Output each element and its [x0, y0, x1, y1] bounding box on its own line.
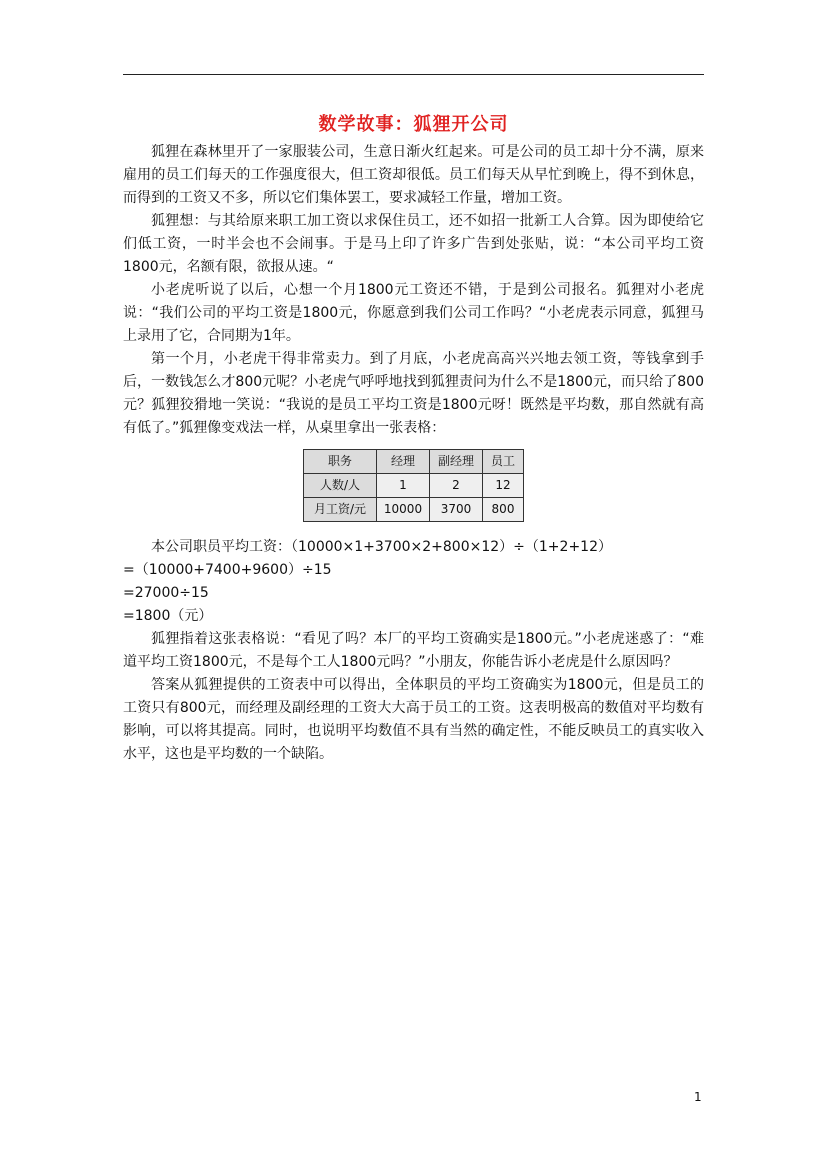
table-cell: 12 — [483, 474, 524, 498]
table-row-label: 月工资/元 — [304, 498, 377, 522]
table-header-cell: 员工 — [483, 450, 524, 474]
paragraph-4: 第一个月，小老虎干得非常卖力。到了月底，小老虎高高兴兴地去领工资，等钱拿到手后，一数钱怎么才800元呢？小老虎气呼呼地找到狐狸责问为什么不是1800元，而只给了800元？狐狸狡猾地一笑说：“我说的是员工平均工资是1800元呀！既然是平均数，那自然就有高有低了。”狐狸像变戏法一样，从桌里拿出一张表格： — [123, 351, 704, 436]
table-cell: 1 — [377, 474, 430, 498]
paragraph-6: 答案从狐狸提供的工资表中可以得出，全体职员的平均工资确实为1800元，但是员工的工资只有800元，而经理及副经理的工资大大高于员工的工资。这表明极高的数值对平均数有影响，可以将其提高。同时，也说明平均数值不具有当然的确定性，不能反映员工的真实收入水平，这也是平均数的一个缺陷。 — [123, 677, 704, 762]
table-cell: 800 — [483, 498, 524, 522]
calculation-line: =（10000+7400+9600）÷15 — [123, 562, 332, 578]
table-cell: 10000 — [377, 498, 430, 522]
paragraph-3: 小老虎听说了以后，心想一个月1800元工资还不错，于是到公司报名。狐狸对小老虎说：“我们公司的平均工资是1800元，你愿意到我们公司工作吗？“小老虎表示同意，狐狸马上录用了它，合同期为1年。 — [123, 282, 704, 344]
page-title: 数学故事：狐狸开公司 — [318, 114, 509, 135]
table-row — [304, 474, 524, 498]
paragraph-2: 狐狸想：与其给原来职工加工资以求保住员工，还不如招一批新工人合算。因为即使给它们低工资，一时半会也不会闹事。于是马上印了许多广告到处张贴，说：“本公司平均工资1800元，名额有限，欲报从速。“ — [123, 213, 704, 275]
table-header-cell: 经理 — [377, 450, 430, 474]
header-rule — [123, 74, 704, 75]
table-row-label: 人数/人 — [304, 474, 377, 498]
calculation-line: =27000÷15 — [123, 585, 209, 601]
page-number: 1 — [694, 1090, 702, 1104]
table-header-cell: 职务 — [304, 450, 377, 474]
article-body — [123, 141, 704, 766]
table-header-row — [304, 450, 524, 474]
calculation-line: =1800（元） — [123, 608, 213, 624]
paragraph-5: 狐狸指着这张表格说：“看见了吗？本厂的平均工资确实是1800元。”小老虎迷惑了：“难道平均工资1800元，不是每个工人1800元吗？”小朋友，你能告诉小老虎是什么原因吗？ — [123, 631, 704, 670]
salary-table — [303, 449, 524, 522]
paragraph-1: 狐狸在森林里开了一家服装公司，生意日渐火红起来。可是公司的员工却十分不满，原来雇用的员工们每天的工作强度很大，但工资却很低。员工们每天从早忙到晚上，得不到休息，而得到的工资又不多，所以它们集体罢工，要求减轻工作量，增加工资。 — [123, 144, 704, 206]
table-header-cell: 副经理 — [430, 450, 483, 474]
calculation-block — [123, 536, 704, 628]
calculation-line: 本公司职员平均工资：（10000×1+3700×2+800×12）÷（1+2+12） — [151, 539, 612, 555]
salary-table-wrapper — [123, 449, 704, 522]
table-cell: 3700 — [430, 498, 483, 522]
table-cell: 2 — [430, 474, 483, 498]
table-row — [304, 498, 524, 522]
